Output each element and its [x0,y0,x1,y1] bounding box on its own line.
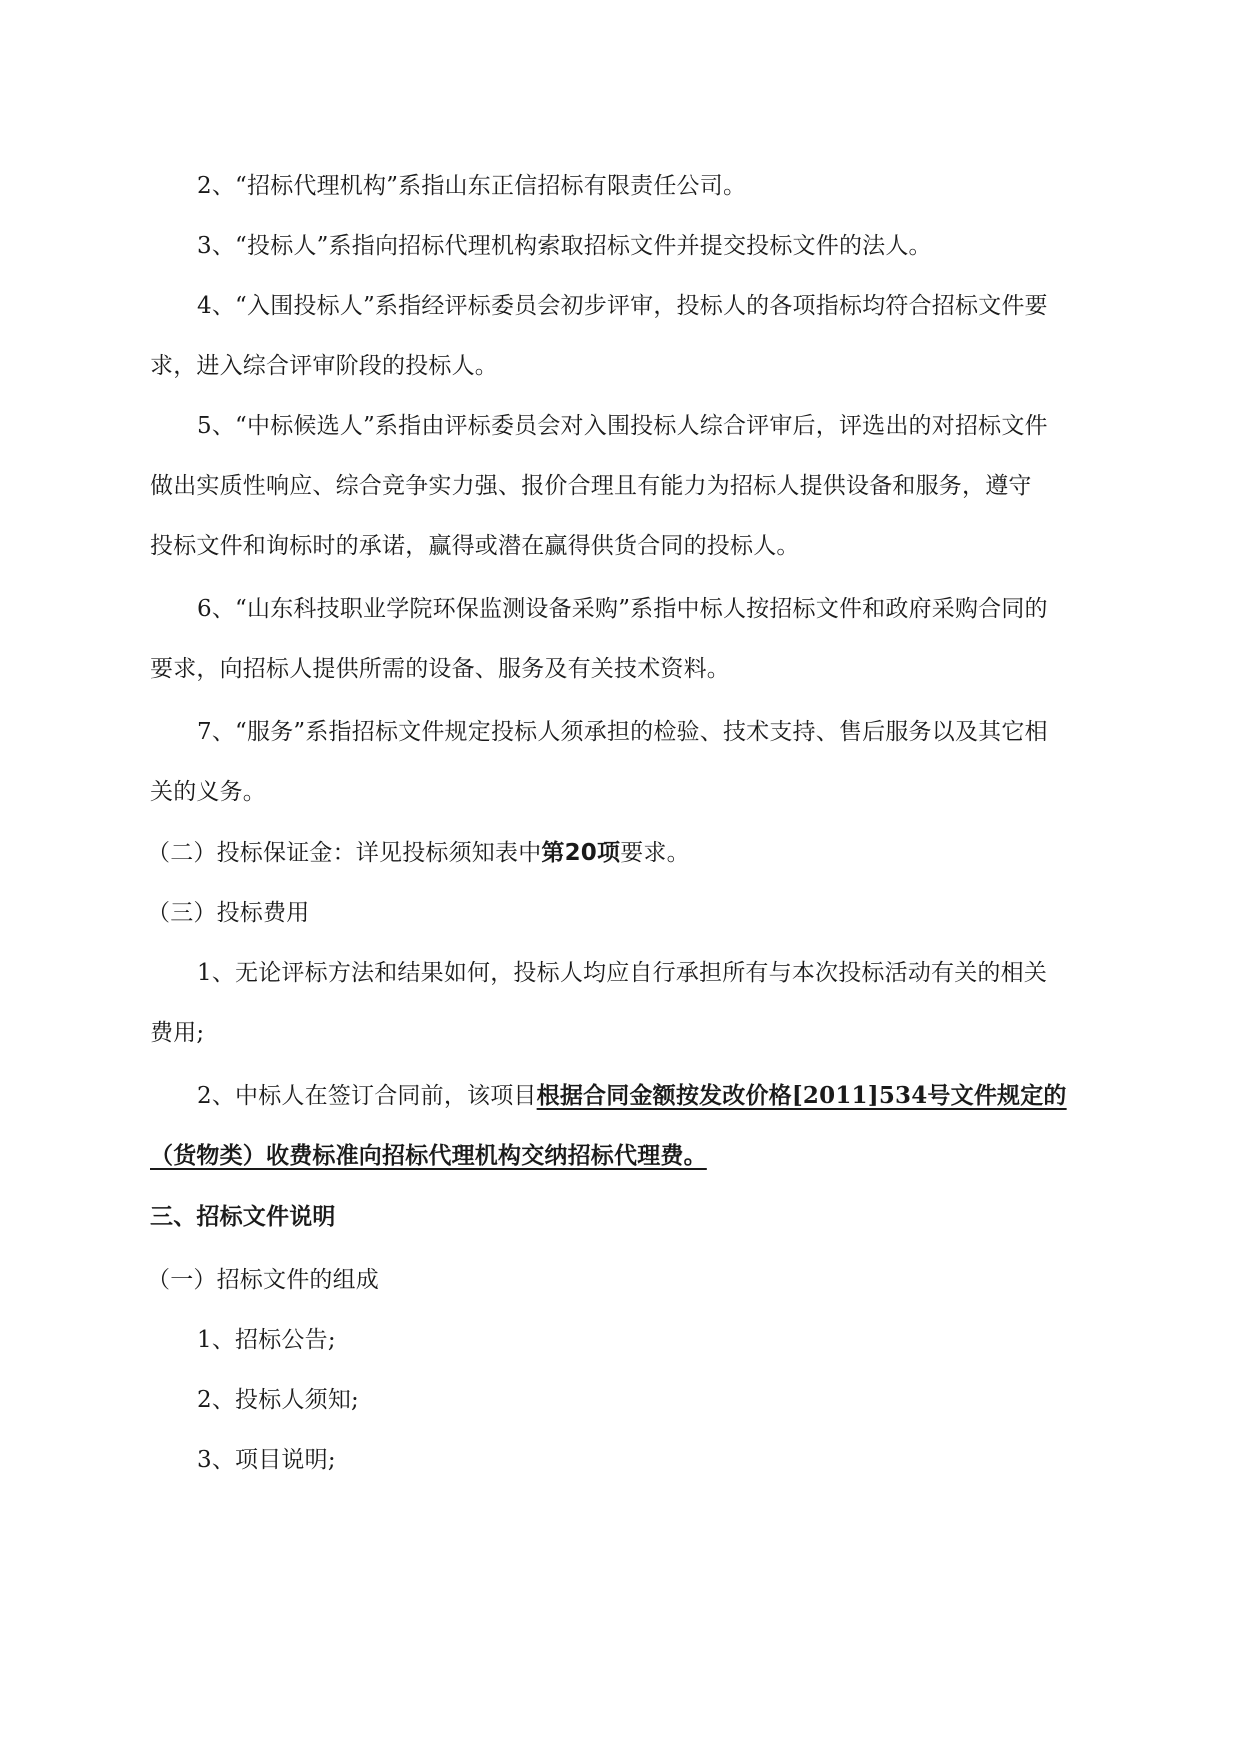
paragraph-fees-1-line1: 1、无论评标方法和结果如何，投标人均应自行承担所有与本次投标活动有关的相关 [197,960,1048,986]
paragraph-fees-1-line2: 费用; [150,1020,205,1046]
bid-bond-prefix: （二）投标保证金：详见投标须知表中 [147,840,542,866]
paragraph-bid-bond [147,837,1107,869]
paragraph-definition-service-line2: 关的义务。 [150,779,266,805]
paragraph-definition-service-line1: 7、“服务”系指招标文件规定投标人须承担的检验、技术支持、售后服务以及其它相 [197,719,1048,745]
paragraph-definition-shortlisted-line1: 4、“入围投标人”系指经评标委员会初步评审，投标人的各项指标均符合招标文件要 [197,293,1048,319]
list-item-project-description: 3、项目说明; [197,1447,336,1473]
paragraph-definition-agency: 2、“招标代理机构”系指山东正信招标有限责任公司。 [197,173,747,199]
paragraph-definition-candidate-line3: 投标文件和询标时的承诺，赢得或潜在赢得供货合同的投标人。 [150,533,800,559]
paragraph-definition-candidate-line2: 做出实质性响应、综合竞争实力强、报价合理且有能力为招标人提供设备和服务，遵守 [150,473,1032,499]
paragraph-fees-2-line1 [197,1080,1110,1112]
paragraph-definition-candidate-line1: 5、“中标候选人”系指由评标委员会对入围投标人综合评审后，评选出的对招标文件 [197,413,1048,439]
paragraph-fees-2-line2 [150,1140,1110,1172]
bid-bond-suffix: 要求。 [620,840,690,866]
paragraph-definition-shortlisted-line2: 求，进入综合评审阶段的投标人。 [150,353,498,379]
section-heading-tender-documents: 三、招标文件说明 [150,1203,336,1230]
paragraph-definition-procurement-line2: 要求，向招标人提供所需的设备、服务及有关技术资料。 [150,656,730,682]
bid-bond-item-ref: 第20项 [541,840,621,866]
subsection-bid-fees-title: （三）投标费用 [147,900,310,926]
fees-2-underlined-line2: （货物类）收费标准向招标代理机构交纳招标代理费。 [150,1142,707,1169]
fees-2-prefix: 2、中标人在签订合同前，该项目 [197,1083,537,1109]
subsection-tender-composition-title: （一）招标文件的组成 [147,1267,379,1293]
list-item-bidder-instructions: 2、投标人须知; [197,1387,359,1413]
paragraph-definition-procurement-line1: 6、“山东科技职业学院环保监测设备采购”系指中标人按招标文件和政府采购合同的 [197,596,1048,622]
paragraph-definition-bidder: 3、“投标人”系指向招标代理机构索取招标文件并提交投标文件的法人。 [197,233,932,259]
fees-2-underlined-line1: 根据合同金额按发改价格[2011]534号文件规定的 [536,1082,1067,1109]
list-item-tender-notice: 1、招标公告; [197,1327,336,1353]
